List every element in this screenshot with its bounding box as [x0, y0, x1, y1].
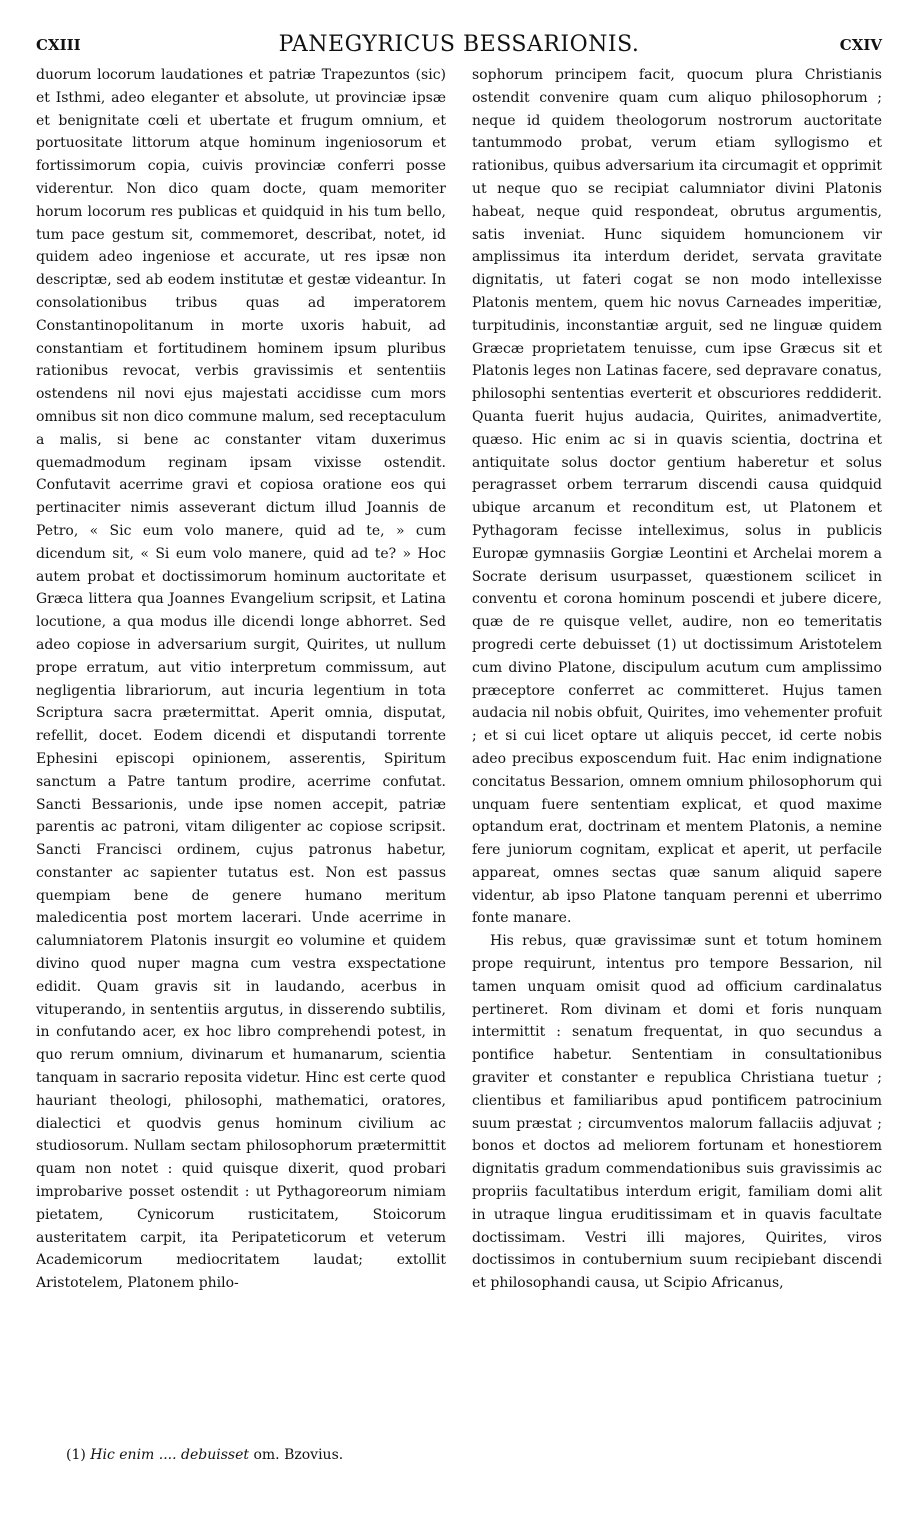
folio-left: CXIII — [36, 36, 81, 54]
folio-right: CXIV — [839, 36, 882, 54]
left-column — [36, 64, 446, 1430]
footnote — [66, 1445, 456, 1465]
footnote-mark: (1) — [66, 1447, 86, 1463]
right-paragraph-1: sophorum principem facit, quocum plura Christianis ostendit convenire quam cum aliquo philosophorum ; neque id quidem theologorum nostrorum auctoritate tantummodo probat, verum etiam syllogismo et rationibus, quibus adversarium ita circumagit et opprimit ut neque quo se recipiat calumniator divini Platonis habeat, neque quid respondeat, obrutus argumentis, satis inveniat. Hunc siquidem homuncionem vir amplissimus ita interdum deridet, servata gravitate dignitatis, ut fateri cogat se non modo intellexisse Platonis mentem, quem hic novus Carneades imperitiæ, turpitudinis, inconstantiæ arguit, sed ne linguæ quidem Græcæ proprietatem tenuisse, cum ipse Græcus sit et Platonis leges non Latinas facere, sed depravare conatus, philosophi sententias everterit et obscuriores reddiderit. Quanta fuerit hujus audacia, Quirites, animadvertite, quæso. Hic enim ac si in quavis scientia, doctrina et antiquitate solus doctor gentium haberetur et solus peragrasset orbem terrarum discendi causa quidquid ubique arcanum et reconditum est, ut Platonem et Pythagoram fecisse intelleximus, solus in publicis Europæ gymnasiis Gorgiæ Leontini et Archelai morem a Socrate derisum usurpasset, quæstionem scilicet in conventu et corona hominum poscendi et jubere dicere, quæ de re quisque vellet, audire, non eo temeritatis progredi certe debuisset (1) ut doctissimum Aristotelem cum divino Platone, discipulum acutum cum amplissimo præceptore conferret ac committeret. Hujus tamen audacia nil nobis obfuit, Quirites, imo vehementer profuit ; et si cui licet optare ut aliquis peccet, id certe nobis adeo precibus exposcendum fuit. Hac enim indignatione concitatus Bessarion, omnem omnium philosophorum qui unquam fuere sententiam explicat, et quod maxime optandum erat, doctrinam et mentem Platonis, a nemine fere juniorum cognitam, explicat et aperit, ut perfacile appareat, omnes sectas quæ sanum aliquid sapere videntur, ab ipso Platone tanquam perenni et uberrimo fonte manare. — [472, 67, 882, 927]
footnote-text: Hic enim .... debuisset — [90, 1447, 250, 1463]
running-title: PANEGYRICUS BESSARIONIS. — [278, 32, 640, 57]
text-columns — [36, 64, 882, 1430]
right-column — [472, 64, 882, 1430]
right-paragraph-2: His rebus, quæ gravissimæ sunt et totum hominem prope requirunt, intentus pro tempore Bessarion, nil tamen unquam omisit quod ad officium cardinalatus pertineret. Rom divinam et domi et foris nunquam intermittit : senatum frequentat, in quo secundus a pontifice habetur. Sententiam in consultationibus graviter et constanter e republica Christiana tuetur ; clientibus et familiaribus apud pontificem patrocinium suum præstat ; circumventos malorum fallaciis adjuvat ; bonos et doctos ad meliorem fortunam et honestiorem dignitatis gradum commendationibus suis gravissimis ac propriis facultatibus interdum erigit, familiam domi alit in utraque lingua eruditissimam et in quavis facultate doctissimam. Vestri illi majores, Quirites, viros doctissimos in contubernium suum recipiebant discendi et philosophandi causa, ut Scipio Africanus, — [472, 933, 882, 1292]
running-header — [36, 32, 882, 62]
footnote-note: om. Bzovius. — [253, 1447, 344, 1463]
left-paragraph-1: duorum locorum laudationes et patriæ Trapezuntos (sic) et Isthmi, adeo eleganter et absolute, ut provinciæ ipsæ et benignitate cœli et ubertate et frugum omnium, et portuositate littorum atque hominum ingeniosorum et fortissimorum copia, cuivis provinciæ conferri posse viderentur. Non dico quam docte, quam memoriter horum locorum res publicas et quidquid in his tum bello, tum pace gestum sit, commemoret, describat, notet, id quidem adeo ingeniose et accurate, ut res ipsæ non descriptæ, sed ab eodem institutæ et gestæ videantur. In consolationibus tribus quas ad imperatorem Constantinopolitanum in morte uxoris habuit, ad constantiam et fortitudinem hominem ipsum pluribus rationibus revocat, verbis gravissimis et sententiis ostendens nil novi ejus majestati accidisse cum mors omnibus sit non dico commune malum, sed receptaculum a malis, si bene ac constanter vitam duxerimus quemadmodum reginam ipsam vixisse ostendit. Confutavit acerrime gravi et copiosa oratione eos qui pertinaciter nimis asseverant dictum illud Joannis de Petro, « Sic eum volo manere, quid ad te, » cum dicendum sit, « Si eum volo manere, quid ad te? » Hoc autem probat et doctissimorum hominum auctoritate et Græca littera qua Joannes Evangelium scripsit, et Latina locutione, a qua modus ille dicendi longe abhorret. Sed adeo copiose in adversarium surgit, Quirites, ut nullum prope erratum, aut vitio interpretum commissum, aut negligentia librariorum, aut incuria legentium in tota Scriptura sacra prætermittat. Aperit omnia, disputat, refellit, docet. Eodem dicendi et disputandi torrente Ephesini episcopi opinionem, asserentis, Spiritum sanctum a Patre tantum prodire, acerrime confutat. Sancti Bessarionis, unde ipse nomen accepit, patriæ parentis ac patroni, vitam diligenter ac copiose scripsit. Sancti Francisci ordinem, cujus patronus habetur, constanter ac sapienter tutatus est. Non est passus quempiam bene de genere humano meritum maledicentia post mortem lacerari. Unde acerrime in calumniatorem Platonis insurgit eo volumine et quidem divino quod nuper magna cum vestra exspectatione edidit. Quam gravis sit in laudando, acerbus in vituperando, in sententiis argutus, in disserendo subtilis, in confutando acer, ex hoc libro comprehendi potest, in quo rerum omnium, divinarum et humanarum, scientia tanquam in sacrario reposita videtur. Hinc est certe quod hauriant theologi, philosophi, mathematici, oratores, dialectici et quodvis genus hominum civilium ac studiosorum. Nullam sectam philosophorum prætermittit quam non notet : quid quisque dixerit, quod probari improbarive posset ostendit : ut Pythagoreorum nimiam pietatem, Cynicorum rusticitatem, Stoicorum austeritatem carpit, ita Peripateticorum et veterum Academicorum mediocritatem laudat; extollit Aristotelem, Platonem philo- — [36, 67, 446, 1292]
